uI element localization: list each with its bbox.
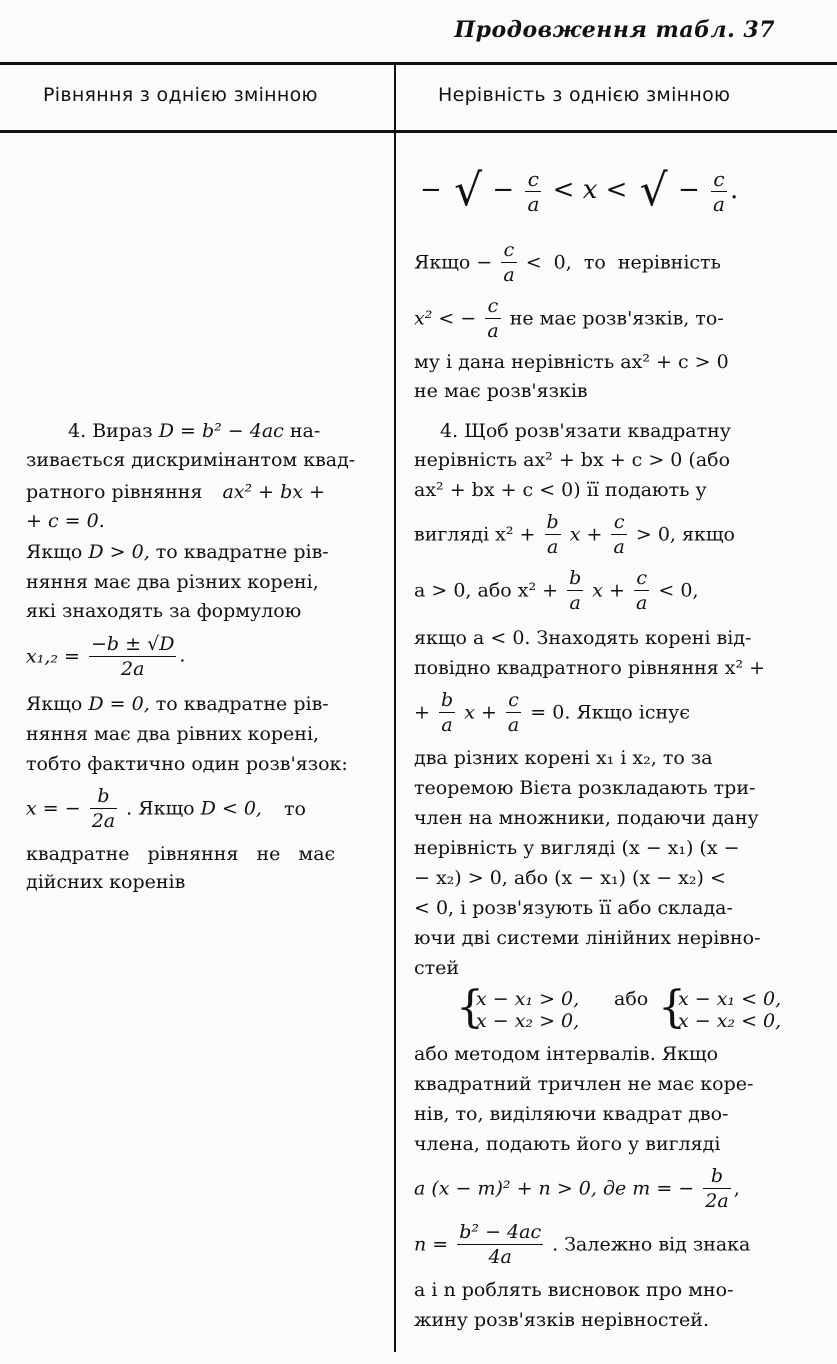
formula: ax² + bx +: [222, 481, 325, 503]
right-line: члена, подають його у вигляді: [414, 1133, 721, 1155]
item-number: 4.: [68, 420, 87, 442]
sqrt-icon: √: [639, 165, 668, 216]
fraction: [634, 566, 649, 615]
right-line: стей: [414, 957, 460, 979]
text: то квадратне рів-: [155, 541, 329, 563]
numerator: c: [611, 510, 626, 535]
right-line: 4. Щоб розв'язати квадратну: [440, 420, 731, 442]
right-line: жину розв'язків нерівностей.: [414, 1309, 709, 1331]
text: < 0, то нерівність: [525, 251, 721, 274]
right-line: [414, 688, 690, 737]
right-line: два різних корені x₁ і x₂, то за: [414, 747, 713, 769]
denominator: 2a: [705, 1190, 729, 1212]
minus-sign: −: [420, 175, 442, 205]
system-line: x − x₁ < 0,: [678, 988, 782, 1010]
text: Якщо −: [414, 251, 493, 274]
system-line: x − x₂ > 0,: [476, 1010, 580, 1032]
denominator: 4a: [488, 1246, 512, 1268]
fraction: [90, 784, 117, 833]
numerator: b: [440, 689, 454, 711]
right-line: якщо a < 0. Знаходять корені від-: [414, 627, 752, 649]
right-line: [414, 566, 699, 615]
brace-icon: {: [658, 982, 686, 1033]
right-line: < 0, і розв'язують її або склада-: [414, 897, 733, 919]
formula: D > 0,: [88, 541, 150, 563]
formula: D < 0,: [200, 797, 262, 820]
text: або: [614, 988, 649, 1010]
left-line: зивається дискримінантом квад-: [26, 449, 356, 471]
numerator: b: [90, 784, 117, 809]
numerator: b: [569, 567, 582, 589]
right-line: або методом інтервалів. Якщо: [414, 1043, 719, 1065]
text: Якщо: [26, 541, 83, 563]
numerator: b² − 4ac: [459, 1221, 542, 1243]
right-line: член на множники, подаючи дану: [414, 807, 759, 829]
right-line: [414, 510, 735, 559]
sqrt-icon: √: [454, 165, 483, 216]
minus-sign: −: [677, 175, 700, 205]
formula: x² < −: [414, 307, 477, 330]
root-formula: x₁,₂ = $\frac{-b \pm √D}{2a}$ .: [26, 633, 186, 680]
formula: n =: [414, 1233, 449, 1256]
left-line: няння має два різних корені,: [26, 571, 319, 593]
left-line: тобто фактично один розв'язок:: [26, 753, 348, 775]
left-line: які знаходять за формулою: [26, 600, 302, 622]
left-line: дійсних коренів: [26, 871, 186, 893]
numerator: c: [506, 688, 521, 713]
continuation-label: Продовження табл. 37: [454, 17, 775, 43]
denominator: a: [441, 714, 453, 736]
denominator: a: [503, 264, 515, 286]
numerator: c: [485, 294, 500, 319]
system-line: x − x₁ > 0,: [476, 988, 580, 1010]
fraction: [485, 294, 500, 343]
fraction: [506, 688, 521, 737]
text: . Якщо: [126, 797, 195, 820]
right-line: нерівність ax² + bx + c > 0 (або: [414, 449, 731, 471]
text: ратного рівняння: [26, 481, 203, 503]
fraction: [567, 566, 583, 615]
right-line: нів, то, виділяючи квадрат дво-: [414, 1103, 729, 1125]
formula: x +: [592, 579, 625, 602]
formula: x +: [464, 701, 497, 724]
text: > 0, якщо: [635, 523, 735, 546]
left-line: [26, 538, 329, 566]
fraction: [711, 167, 727, 216]
right-line: нерівність у вигляді (x − x₁) (x −: [414, 837, 740, 859]
text: < 0,: [658, 579, 699, 602]
left-line: [68, 417, 320, 445]
right-line: теоремою Вієта розкладають три-: [414, 777, 756, 799]
left-line: няння має два рівних корені,: [26, 723, 320, 745]
left-line: + c = 0.: [26, 510, 105, 532]
fraction: [525, 167, 541, 216]
numerator: b: [703, 1164, 730, 1189]
denominator: a: [487, 320, 499, 342]
right-line: a і n роблять висновок про мно-: [414, 1279, 734, 1301]
minus-sign: −: [492, 175, 515, 205]
text: . Залежно від знака: [552, 1233, 751, 1256]
header-rule: [0, 130, 837, 133]
right-line: не має розв'язків: [414, 380, 588, 402]
formula: < x <: [552, 175, 628, 205]
fraction: [501, 238, 516, 287]
left-line: [26, 478, 325, 506]
text: на-: [289, 420, 321, 442]
denominator: a: [546, 536, 559, 558]
right-line: [414, 238, 721, 287]
right-line: квадратний тричлен не має коре-: [414, 1073, 754, 1095]
fraction: [439, 688, 455, 737]
denominator: a: [507, 714, 520, 736]
numerator: c: [634, 566, 649, 591]
column-divider: [394, 62, 396, 1352]
numerator: −b ± √D: [91, 633, 175, 655]
denominator: a: [636, 592, 648, 614]
formula: x₁,₂ =: [26, 645, 80, 668]
denominator: a: [569, 592, 581, 614]
formula: x = −: [26, 797, 81, 820]
left-line: [26, 690, 329, 718]
right-line: − x₂) > 0, або (x − x₁) (x − x₂) <: [414, 867, 726, 889]
left-line: квадратне рівняння не має: [26, 843, 336, 865]
right-line: [414, 1164, 740, 1213]
fraction: [611, 510, 626, 559]
text: .: [729, 175, 739, 205]
column-header-left: Рівняння з однією змінною: [43, 84, 318, 106]
text: то: [284, 797, 306, 820]
formula: x +: [569, 523, 603, 546]
fraction: [457, 1220, 543, 1269]
text: +: [414, 701, 430, 724]
text: Вираз: [92, 420, 153, 442]
left-line: [26, 784, 306, 833]
denominator: 2a: [91, 810, 116, 832]
fraction: [703, 1164, 730, 1213]
column-header-right: Нерівність з однією змінною: [438, 84, 731, 106]
fraction: [89, 632, 176, 681]
text: ,: [733, 1177, 740, 1200]
text: то квадратне рів-: [155, 693, 329, 715]
radical-inequality: [420, 160, 738, 220]
numerator: c: [525, 167, 541, 192]
numerator: c: [501, 238, 516, 263]
right-line: му і дана нерівність ax² + c > 0: [414, 351, 729, 373]
numerator: c: [711, 167, 727, 192]
fraction: [545, 510, 561, 559]
system-line: x − x₂ < 0,: [678, 1010, 782, 1032]
denominator: a: [613, 536, 625, 558]
text: не має розв'язків, то-: [509, 307, 724, 330]
top-rule: [0, 62, 837, 65]
formula: D = 0,: [88, 693, 150, 715]
text: Якщо: [26, 693, 83, 715]
right-line: ax² + bx + c < 0) її подають у: [414, 479, 707, 501]
text: a > 0, або x² +: [414, 579, 559, 602]
right-line: [414, 294, 724, 343]
text: = 0. Якщо існує: [530, 701, 690, 724]
brace-icon: {: [456, 982, 484, 1033]
denominator: a: [527, 191, 540, 216]
right-line: ючи дві системи лінійних нерівно-: [414, 927, 761, 949]
formula: a (x − m)² + n > 0, де m = −: [414, 1177, 695, 1200]
denominator: a: [713, 191, 725, 216]
right-line: [414, 1220, 750, 1269]
text: вигляді x² +: [414, 523, 536, 546]
denominator: 2a: [121, 658, 145, 680]
formula: D = b² − 4ac: [158, 420, 284, 442]
numerator: b: [546, 511, 559, 533]
right-line: повідно квадратного рівняння x² +: [414, 657, 766, 679]
